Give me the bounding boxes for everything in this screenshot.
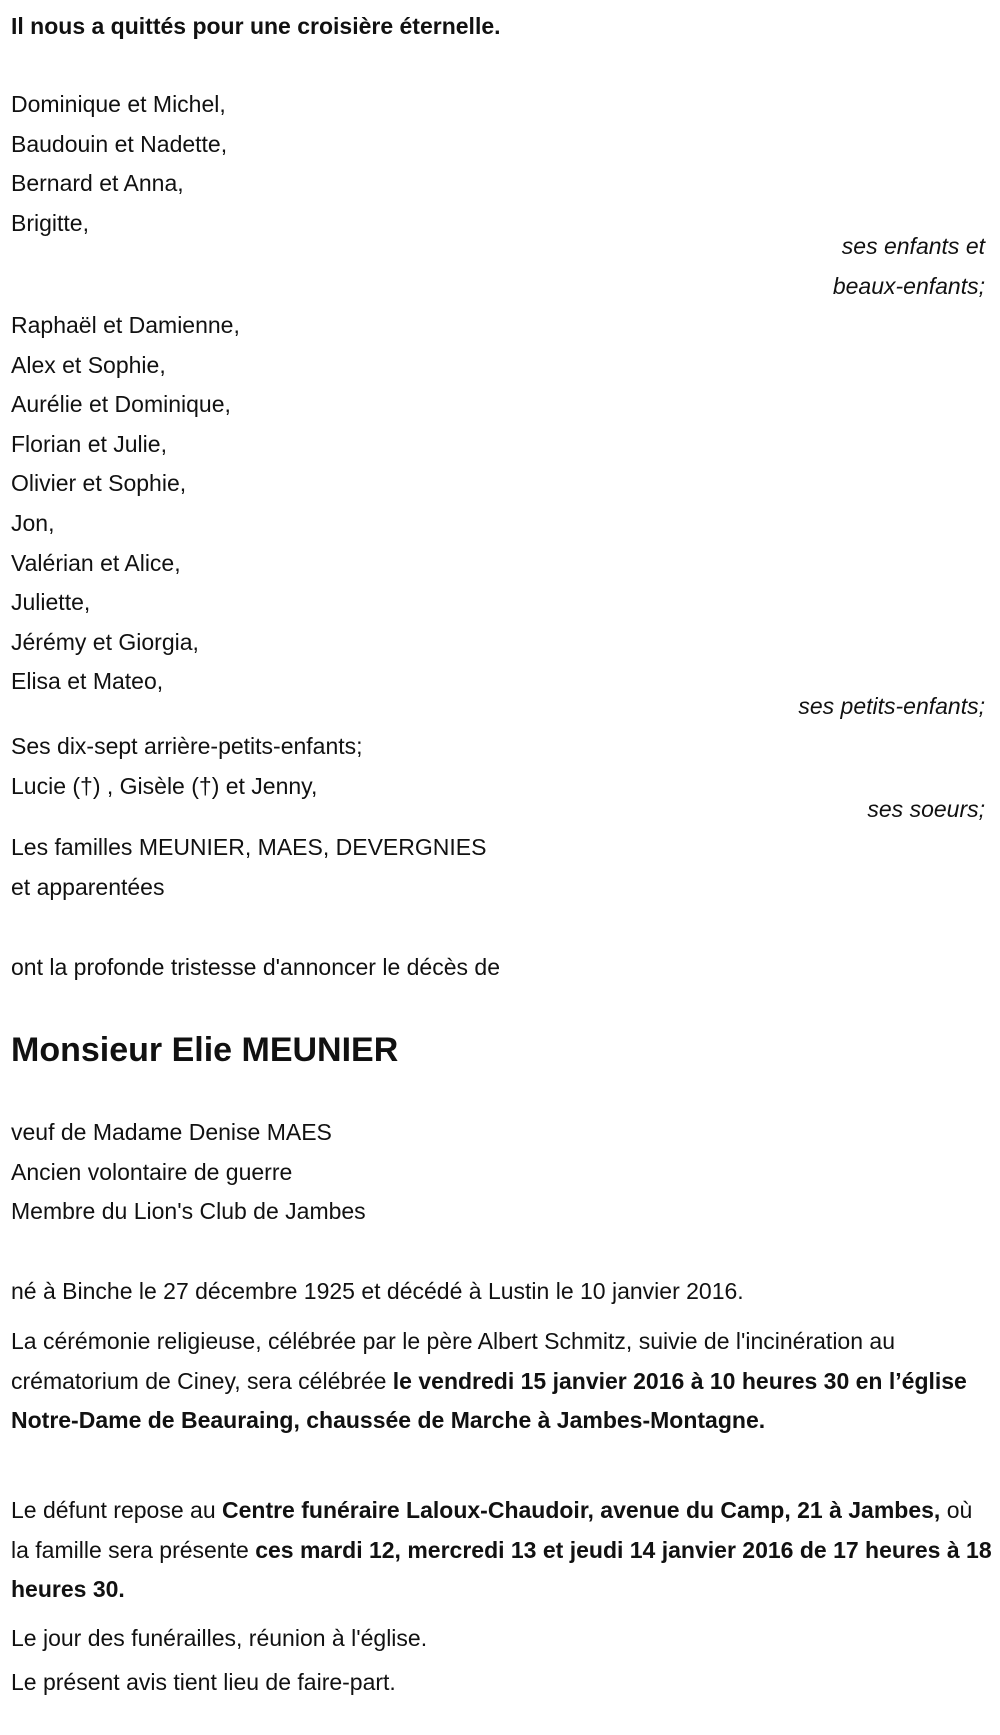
grandchildren-label: ses petits-enfants; [798,693,985,719]
repose-paragraph [11,1491,996,1610]
grandchild-entry: Valérian et Alice, [11,549,181,576]
ceremony-bold: le vendredi 15 janvier 2016 à 10 heures 30 en l’église Notre-Dame de Beauraing, chaussée de Marche à Jambes-Montagne. [11,1367,967,1434]
families-line: Les familles MEUNIER, MAES, DEVERGNIES [11,834,487,860]
grandchild-entry: Raphaël et Damienne, [11,312,240,338]
deceased-details [11,1113,366,1232]
children-label-line: ses enfants et [841,233,985,259]
detail-line: veuf de Madame Denise MAES [11,1119,332,1145]
grandchildren-list [11,306,240,702]
sisters: Lucie (†) , Gisèle (†) et Jenny, [11,773,318,799]
families-line: et apparentées [11,873,165,900]
grandchild-entry: Florian et Julie, [11,430,167,457]
children-label-line: beaux-enfants; [832,272,985,299]
ceremony-text: La cérémonie religieuse, célébrée par le père Albert Schmitz, suivie de l'incinération au crématorium de Ciney, sera célébrée [11,1328,895,1394]
grandchild-entry: Jérémy et Giorgia, [11,628,199,655]
grandchild-entry: Olivier et Sophie, [11,470,187,497]
grandchild-entry: Juliette, [11,589,91,616]
closing-note: Le présent avis tient lieu de faire-part. [11,1669,396,1695]
announcement: ont la profonde tristesse d'annoncer le décès de [11,954,500,980]
detail-line: Membre du Lion's Club de Jambes [11,1198,366,1225]
child-entry: Brigitte, [11,209,89,236]
sisters-label: ses soeurs; [867,796,985,822]
children-list [11,85,227,243]
families [11,828,486,907]
children-label [833,227,985,306]
grandchild-entry: Aurélie et Dominique, [11,391,231,418]
birth-death: né à Binche le 27 décembre 1925 et décédé à Lustin le 10 janvier 2016. [11,1278,744,1304]
child-entry: Baudouin et Nadette, [11,130,228,157]
grandchild-entry: Elisa et Mateo, [11,668,164,695]
deceased-name: Monsieur Elie MEUNIER [11,1031,399,1069]
grandchild-entry: Alex et Sophie, [11,351,166,378]
repose-times: ces mardi 12, mercredi 13 et jeudi 14 janvier 2016 de 17 heures à 18 heures 30. [11,1536,992,1603]
detail-line: Ancien volontaire de guerre [11,1158,293,1185]
repose-location: Centre funéraire Laloux-Chaudoir, avenue du Camp, 21 à Jambes, [222,1497,941,1523]
headline: Il nous a quittés pour une croisière éternelle. [11,13,501,39]
child-entry: Dominique et Michel, [11,91,226,117]
repose-text: Le défunt repose au [11,1497,222,1523]
funeral-day: Le jour des funérailles, réunion à l'église. [11,1625,428,1651]
great-grandchildren: Ses dix-sept arrière-petits-enfants; [11,733,363,759]
grandchild-entry: Jon, [11,509,55,536]
repose-text: où la famille sera présente [11,1497,973,1563]
ceremony-paragraph [11,1322,996,1441]
child-entry: Bernard et Anna, [11,170,184,197]
